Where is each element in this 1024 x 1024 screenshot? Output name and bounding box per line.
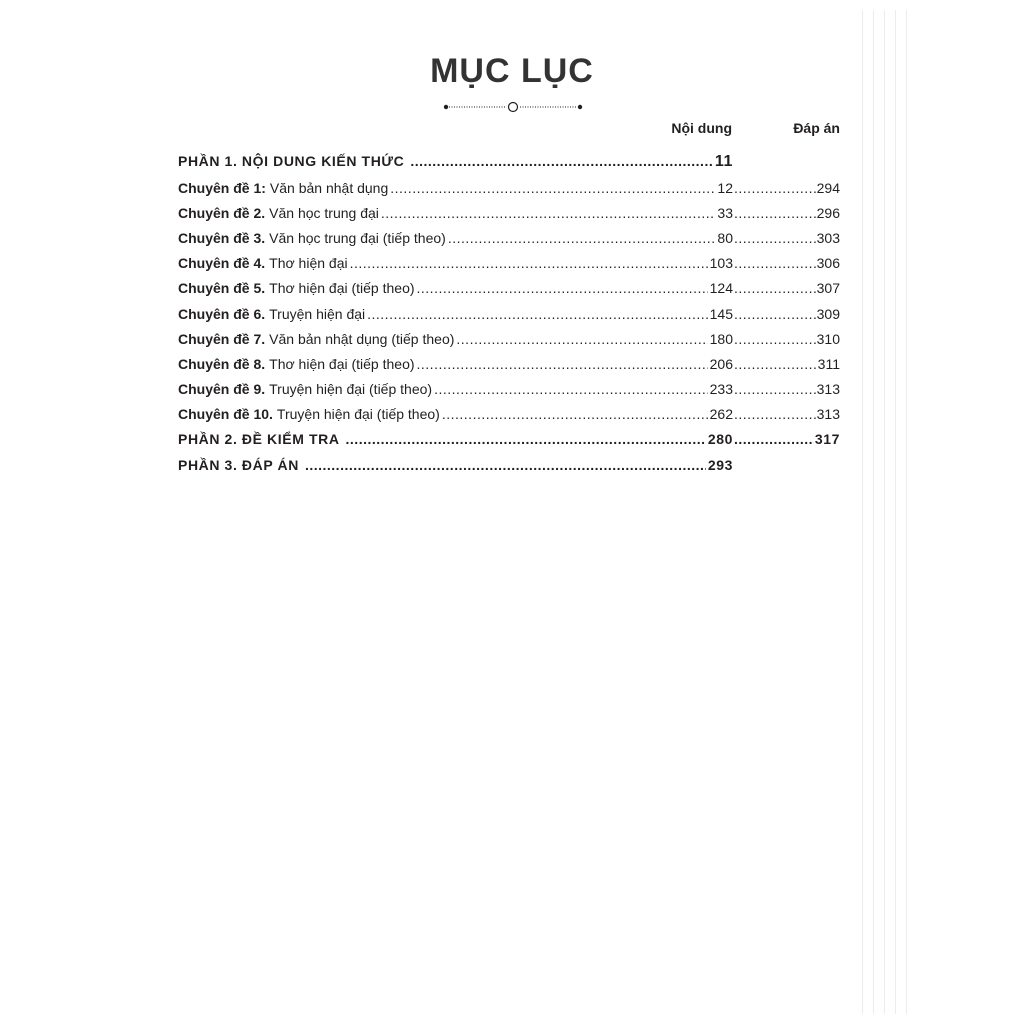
toc-entry-heading: Chuyên đề 9.: [178, 381, 266, 398]
dot-leader: [350, 255, 708, 271]
toc-page-number: 180: [709, 330, 733, 347]
dot-leader: [367, 306, 708, 322]
toc-chapter-row[interactable]: [178, 225, 840, 250]
toc-entry-heading: Chuyên đề 1:: [178, 179, 266, 196]
toc-chapter-row[interactable]: [178, 276, 840, 301]
toc-entry-content: [178, 280, 733, 296]
column-headers: [0, 120, 1024, 138]
toc-entry-title: Truyện hiện đại (tiếp theo): [269, 381, 433, 398]
page-title: MỤC LỤC: [430, 52, 594, 90]
toc-part-row[interactable]: [178, 427, 840, 452]
toc-answer-page-number: 307: [816, 280, 840, 297]
toc-entry-heading: Chuyên đề 8.: [178, 355, 266, 372]
toc-answer-page-number: 313: [816, 406, 840, 423]
toc-entry-heading: Chuyên đề 10.: [178, 406, 273, 423]
toc-entry-title: Văn bản nhật dụng: [269, 179, 389, 196]
dot-leader: [734, 255, 816, 271]
toc-answer-page-number: 317: [814, 431, 840, 448]
toc-entry-heading: PHẦN 1. NỘI DUNG KIẾN THỨC: [178, 152, 405, 169]
dot-leader: [417, 280, 708, 296]
toc-entry-content: [178, 180, 733, 196]
toc-entry-heading: Chuyên đề 2.: [178, 204, 266, 221]
dot-leader: [305, 457, 706, 473]
dot-leader: [734, 406, 816, 422]
toc-part-row[interactable]: [178, 148, 840, 175]
dot-leader: [734, 180, 816, 196]
toc-entry-content: [178, 205, 733, 221]
toc-entry-heading: Chuyên đề 5.: [178, 280, 266, 297]
dot-leader: [442, 406, 708, 422]
toc-entry-content: [178, 230, 733, 246]
dot-leader: [448, 230, 716, 246]
toc-chapter-row[interactable]: [178, 175, 840, 200]
toc-entry-heading: Chuyên đề 4.: [178, 255, 266, 272]
toc-chapter-row[interactable]: [178, 326, 840, 351]
toc-chapter-row[interactable]: [178, 351, 840, 376]
toc-page-number: 33: [717, 204, 733, 221]
toc-answer-content: [733, 431, 840, 447]
dot-leader: [734, 331, 816, 347]
dot-leader: [734, 230, 816, 246]
toc-page-number: 206: [709, 355, 733, 372]
toc-entry-content: [178, 255, 733, 271]
toc-entry-heading: PHẦN 3. ĐÁP ÁN: [178, 456, 299, 473]
toc-part-row[interactable]: [178, 452, 840, 477]
table-of-contents: [178, 148, 840, 477]
toc-page-number: 293: [707, 456, 733, 473]
toc-page-number: 103: [709, 255, 733, 272]
toc-answer-content: [733, 280, 840, 296]
toc-entry-heading: Chuyên đề 3.: [178, 229, 266, 246]
toc-answer-content: [733, 356, 840, 372]
toc-page-number: 80: [717, 229, 733, 246]
toc-page-number: 145: [709, 305, 733, 322]
toc-entry-content: [178, 356, 733, 372]
toc-chapter-row[interactable]: [178, 402, 840, 427]
toc-page-number: 12: [717, 179, 733, 196]
toc-entry-content: [178, 153, 733, 171]
toc-answer-page-number: 311: [817, 355, 840, 372]
dot-leader: [434, 381, 708, 397]
toc-entry-heading: Chuyên đề 6.: [178, 305, 266, 322]
dot-leader: [346, 431, 706, 447]
dot-leader: [410, 153, 713, 169]
toc-answer-page-number: 306: [816, 255, 840, 272]
toc-page-number: 11: [714, 152, 733, 170]
dot-leader: [734, 205, 816, 221]
toc-page-number: 124: [709, 280, 733, 297]
toc-answer-content: [733, 381, 840, 397]
toc-entry-title: Truyện hiện đại: [269, 305, 366, 322]
title-ornament: [443, 100, 583, 114]
toc-answer-content: [733, 230, 840, 246]
dot-leader: [390, 180, 715, 196]
toc-answer-content: [733, 180, 840, 196]
toc-entry-title: Văn học trung đại (tiếp theo): [269, 229, 446, 246]
dot-leader: [734, 431, 814, 447]
dot-leader: [734, 356, 817, 372]
toc-entry-title: Truyện hiện đại (tiếp theo): [276, 406, 440, 423]
toc-answer-content: [733, 205, 840, 221]
toc-entry-title: Thơ hiện đại (tiếp theo): [269, 355, 415, 372]
toc-answer-content: [733, 306, 840, 322]
dot-leader: [734, 306, 816, 322]
toc-chapter-row[interactable]: [178, 200, 840, 225]
toc-entry-heading: PHẦN 2. ĐỀ KIỂM TRA: [178, 431, 340, 448]
toc-entry-title: Thơ hiện đại (tiếp theo): [269, 280, 415, 297]
toc-page-number: 233: [709, 381, 733, 398]
toc-entry-content: [178, 457, 733, 473]
toc-chapter-row[interactable]: [178, 301, 840, 326]
dot-leader: [734, 280, 816, 296]
toc-answer-page-number: 313: [816, 381, 840, 398]
toc-page-number: 262: [709, 406, 733, 423]
toc-answer-content: [733, 406, 840, 422]
toc-entry-content: [178, 431, 733, 447]
dot-leader: [456, 331, 707, 347]
toc-page-number: 280: [707, 431, 733, 448]
toc-answer-page-number: 310: [816, 330, 840, 347]
toc-entry-content: [178, 306, 733, 322]
toc-entry-title: Văn học trung đại: [269, 204, 379, 221]
dot-leader: [417, 356, 708, 372]
toc-entry-title: Thơ hiện đại: [269, 255, 348, 272]
answer-column-header: Đáp án: [793, 120, 840, 136]
dot-leader: [734, 381, 816, 397]
toc-answer-page-number: 303: [816, 229, 840, 246]
dot-leader: [381, 205, 716, 221]
toc-answer-content: [733, 331, 840, 347]
content-column-header: Nội dung: [671, 120, 732, 136]
toc-answer-page-number: 309: [816, 305, 840, 322]
toc-entry-heading: Chuyên đề 7.: [178, 330, 266, 347]
toc-entry-content: [178, 406, 733, 422]
toc-entry-content: [178, 331, 733, 347]
toc-answer-page-number: 294: [816, 179, 840, 196]
toc-chapter-row[interactable]: [178, 251, 840, 276]
toc-answer-page-number: 296: [816, 204, 840, 221]
toc-entry-title: Văn bản nhật dụng (tiếp theo): [269, 330, 455, 347]
toc-entry-content: [178, 381, 733, 397]
toc-chapter-row[interactable]: [178, 377, 840, 402]
toc-answer-content: [733, 255, 840, 271]
